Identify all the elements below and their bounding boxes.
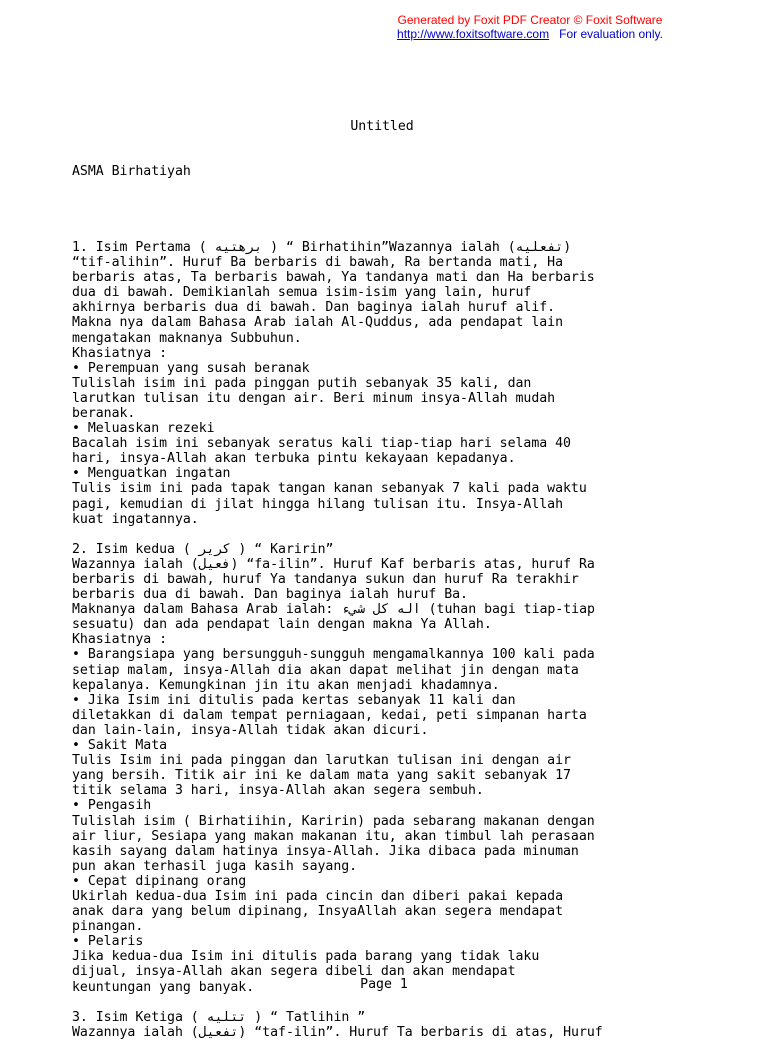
text-line: “tif-alihin”. Huruf Ba berbaris di bawah, Ra bertanda mati, Ha bbox=[72, 255, 564, 271]
foxit-watermark bbox=[380, 13, 680, 41]
text-line: 3. Isim Ketiga ( تتليه ) “ Tatlihin ” bbox=[72, 1009, 366, 1025]
text-line: berbaris dua di bawah. Dan baginya ialah huruf Ba. bbox=[72, 587, 468, 603]
text-line: hari, insya-Allah akan terbuka pintu kekayaan kepadanya. bbox=[72, 451, 516, 467]
text-line: dua di bawah. Demikianlah semua isim-isim yang lain, huruf bbox=[72, 285, 532, 301]
text-line: • Cepat dipinang orang bbox=[72, 873, 247, 889]
text-line: • Barangsiapa yang bersungguh-sungguh mengamalkannya 100 kali pada bbox=[72, 647, 595, 663]
text-line: Makna nya dalam Bahasa Arab ialah Al-Quddus, ada pendapat lain bbox=[72, 315, 564, 331]
document-author: ASMA Birhatiyah bbox=[72, 164, 191, 180]
text-line: kuat ingatannya. bbox=[72, 511, 199, 527]
text-line: Ukirlah kedua-dua Isim ini pada cincin dan diberi pakai kepada bbox=[72, 888, 564, 904]
document-body bbox=[72, 89, 692, 1055]
page-number: Page 1 bbox=[360, 977, 408, 992]
text-line: Tulis Isim ini pada pinggan dan larutkan tulisan ini dengan air bbox=[72, 753, 571, 769]
text-line: pagi, kemudian di jilat hingga hilang tulisan itu. Insya-Allah bbox=[72, 496, 564, 512]
text-line: akhirnya berbaris dua di bawah. Dan baginya ialah huruf alif. bbox=[72, 300, 556, 316]
text-line: Tulislah isim ( Birhatiihin, Karirin) pada sebarang makanan dengan bbox=[72, 813, 595, 829]
text-line: titik selama 3 hari, insya-Allah akan segera sembuh. bbox=[72, 783, 484, 799]
text-line: diletakkan di dalam tempat perniagaan, kedai, peti simpanan harta bbox=[72, 707, 587, 723]
text-line: Wazannya ialah (فعيل) “fa-ilin”. Huruf Kaf berbaris atas, huruf Ra bbox=[72, 556, 595, 572]
text-line: Jika kedua-dua Isim ini ditulis pada barang yang tidak laku bbox=[72, 949, 540, 965]
text-line: Wazannya ialah (تفعيل) “taf-ilin”. Huruf Ta berbaris di atas, Huruf bbox=[72, 1024, 603, 1040]
text-line: • Pengasih bbox=[72, 798, 152, 814]
watermark-url-link[interactable]: http://www.foxitsoftware.com bbox=[397, 27, 550, 41]
watermark-line2 bbox=[380, 27, 680, 41]
document-title: Untitled bbox=[350, 119, 414, 135]
text-line: dijual, insya-Allah akan segera dibeli dan akan mendapat bbox=[72, 964, 516, 980]
watermark-line1: Generated by Foxit PDF Creator © Foxit Software bbox=[397, 13, 663, 27]
text-line bbox=[72, 995, 692, 1010]
text-line: yang bersih. Titik air ini ke dalam mata yang sakit sebanyak 17 bbox=[72, 768, 571, 784]
text-line: • Menguatkan ingatan bbox=[72, 466, 231, 482]
text-line: berbaris atas, Ta berbaris bawah, Ya tandanya mati dan Ha berbaris bbox=[72, 270, 595, 286]
text-line: pun akan terhasil juga kasih sayang. bbox=[72, 858, 358, 874]
text-line: Bacalah isim ini sebanyak seratus kali tiap-tiap hari selama 40 bbox=[72, 436, 571, 452]
text-line: • Perempuan yang susah beranak bbox=[72, 360, 310, 376]
text-line: Tulis isim ini pada tapak tangan kanan sebanyak 7 kali pada waktu bbox=[72, 481, 587, 497]
text-line: • Pelaris bbox=[72, 934, 144, 950]
text-line: • Sakit Mata bbox=[72, 738, 168, 754]
text-line: sesuatu) dan ada pendapat lain dengan makna Ya Allah. bbox=[72, 617, 492, 633]
text-line: kepalanya. Kemungkinan jin itu akan menjadi khadamnya. bbox=[72, 677, 500, 693]
text-line: Khasiatnya : bbox=[72, 632, 168, 648]
text-line bbox=[72, 210, 692, 225]
text-line: 2. Isim kedua ( كرير ) “ Karirin” bbox=[72, 541, 334, 557]
text-line: Khasiatnya : bbox=[72, 345, 168, 361]
text-line: pinangan. bbox=[72, 919, 144, 935]
text-line: beranak. bbox=[72, 405, 136, 421]
text-line: air liur, Sesiapa yang makan makanan itu, akan timbul lah perasaan bbox=[72, 828, 595, 844]
text-line: Tulislah isim ini pada pinggan putih sebanyak 35 kali, dan bbox=[72, 375, 532, 391]
text-line: larutkan tulisan itu dengan air. Beri minum insya-Allah mudah bbox=[72, 390, 556, 406]
text-line: setiap malam, insya-Allah dia akan dapat melihat jin dengan mata bbox=[72, 662, 579, 678]
text-line: anak dara yang belum dipinang, InsyaAllah akan segera mendapat bbox=[72, 904, 564, 920]
text-line: • Jika Isim ini ditulis pada kertas sebanyak 11 kali dan bbox=[72, 692, 516, 708]
text-line: kasih sayang dalam hatinya insya-Allah. Jika dibaca pada minuman bbox=[72, 843, 579, 859]
text-line: dan lain-lain, insya-Allah tidak akan dicuri. bbox=[72, 722, 429, 738]
text-line bbox=[72, 225, 692, 240]
text-line: 1. Isim Pertama ( برهتيه ) “ Birhatihin”Wazannya ialah (تفعليه) bbox=[72, 239, 572, 255]
watermark-note: For evaluation only. bbox=[559, 27, 663, 41]
text-line: • Meluaskan rezeki bbox=[72, 421, 215, 437]
text-line: Maknanya dalam Bahasa Arab ialah: اله كل شيء (tuhan bagi tiap-tiap bbox=[72, 602, 595, 618]
text-line: keuntungan yang banyak. bbox=[72, 979, 255, 995]
text-line: berbaris di bawah, huruf Ya tandanya sukun dan huruf Ra terakhir bbox=[72, 572, 579, 587]
document-text bbox=[72, 210, 692, 1040]
text-line bbox=[72, 527, 692, 542]
text-line: mengatakan maknanya Subbuhun. bbox=[72, 330, 302, 346]
